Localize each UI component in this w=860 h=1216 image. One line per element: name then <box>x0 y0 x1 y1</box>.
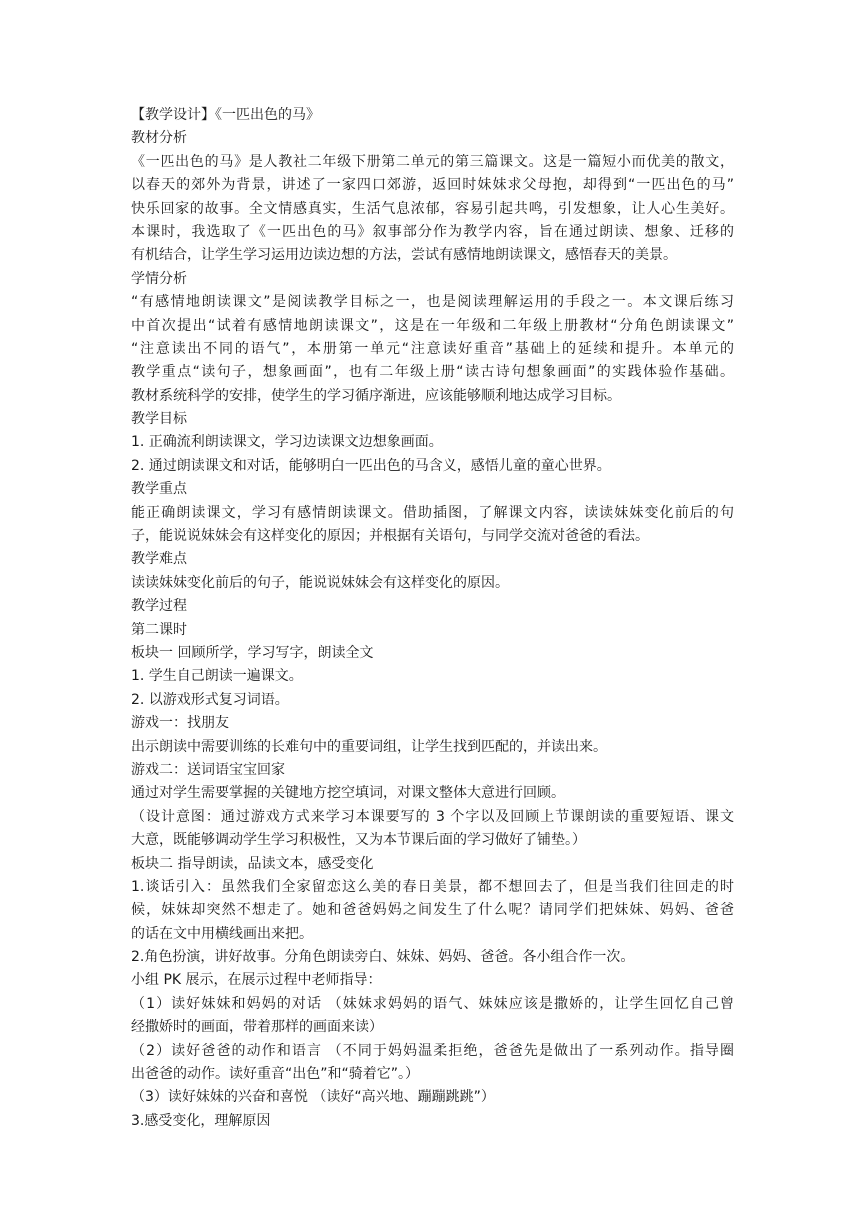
list-item: 1. 正确流利朗读课文，学习边读课文边想象画面。 <box>131 434 443 451</box>
paragraph-line: （1）读好妹妹和妈妈的对话 （妹妹求妈妈的语气、妹妹应该是撒娇的，让学生回忆自己曾 <box>131 995 734 1012</box>
section-heading: 教学重点 <box>131 481 187 498</box>
paragraph-line: 本课时，我选取了《一匹出色的马》叙事部分作为教学内容，旨在通过朗读、想象、迁移的 <box>131 223 734 240</box>
paragraph-line: 中首次提出“试着有感情地朗读课文”，这是在一年级和二年级上册教材“分角色朗读课文” <box>131 317 734 334</box>
paragraph-line: （2）读好爸爸的动作和语言 （不同于妈妈温柔拒绝，爸爸先是做出了一系列动作。指导圈 <box>131 1042 734 1059</box>
paragraph-line: 教材系统科学的安排，使学生的学习循序渐进，应该能够顺利地达成学习目标。 <box>131 387 621 404</box>
list-item: 2. 通过朗读课文和对话，能够明白一匹出色的马含义，感悟儿童的童心世界。 <box>131 457 611 474</box>
subsection-heading: 板块二 指导朗读，品读文本，感受变化 <box>131 855 374 872</box>
section-heading: 学情分析 <box>131 270 187 287</box>
doc-title: 【教学设计】《一匹出色的马》 <box>131 107 320 123</box>
paragraph-line: 有机结合，让学生学习运用边读边想的方法，尝试有感情地朗读课文，感悟春天的美景。 <box>131 247 677 264</box>
paragraph-line: 《一匹出色的马》是人教社二年级下册第二单元的第三篇课文。这是一篇短小而优美的散文， <box>131 153 734 170</box>
paragraph-line: 候，妹妹却突然不想走了。她和爸爸妈妈之间发生了什么呢？请同学们把妹妹、妈妈、爸爸 <box>131 902 734 919</box>
subsection-heading: 游戏一：找朋友 <box>131 715 229 732</box>
section-heading: 教学过程 <box>131 598 187 615</box>
paragraph-line: 快乐回家的故事。全文情感真实，生活气息浓郁，容易引起共鸣，引发想象，让人心生美好。 <box>131 200 734 217</box>
list-item: 2. 以游戏形式复习词语。 <box>131 691 289 708</box>
paragraph-line: 出爸爸的动作。读好重音“出色”和“骑着它”。） <box>131 1066 420 1083</box>
paragraph-line: 2.角色扮演，讲好故事。分角色朗读旁白、妹妹、妈妈、爸爸。各小组合作一次。 <box>131 949 635 966</box>
paragraph-line: 通过对学生需要掌握的关键地方挖空填词，对课文整体大意进行回顾。 <box>131 785 565 802</box>
paragraph-line: 出示朗读中需要训练的长难句中的重要词组，让学生找到匹配的，并读出来。 <box>131 738 607 755</box>
paragraph-line: 3.感受变化，理解原因 <box>131 1112 271 1129</box>
paragraph-line: 1.谈话引入：虽然我们全家留恋这么美的春日美景，都不想回去了，但是当我们往回走的时 <box>131 878 734 895</box>
paragraph-line: 小组 PK 展示，在展示过程中老师指导： <box>131 972 382 989</box>
section-heading: 教学目标 <box>131 411 187 428</box>
paragraph-line: “注意读出不同的语气”，本册第一单元“注意读好重音”基础上的延续和提升。本单元的 <box>131 340 734 357</box>
list-item: 1. 学生自己朗读一遍课文。 <box>131 668 303 685</box>
paragraph-line: 以春天的郊外为背景，讲述了一家四口郊游，返回时妹妹求父母抱，却得到“一匹出色的马” <box>131 177 734 194</box>
paragraph-line: 的话在文中用横线画出来把。 <box>131 925 313 942</box>
subsection-heading: 游戏二：送词语宝宝回家 <box>131 761 285 778</box>
subsection-heading: 板块一 回顾所学，学习写字，朗读全文 <box>131 644 374 661</box>
paragraph-line: 大意，既能够调动学生学习积极性，又为本节课后面的学习做好了铺垫。） <box>131 832 586 849</box>
section-heading: 教学难点 <box>131 551 187 568</box>
paragraph-line: 教学重点“读句子，想象画面”，也有二年级上册“读古诗句想象画面”的实践体验作基础。 <box>131 364 734 381</box>
paragraph-line: 子，能说说妹妹会有这样变化的原因；并根据有关语句，与同学交流对爸爸的看法。 <box>131 528 649 545</box>
paragraph-line: 读读妹妹变化前后的句子，能说说妹妹会有这样变化的原因。 <box>131 574 509 591</box>
section-heading: 教材分析 <box>131 130 187 147</box>
section-heading: 第二课时 <box>131 621 187 638</box>
paragraph-line: （3）读好妹妹的兴奋和喜悦 （读好“高兴地、蹦蹦跳跳”） <box>131 1089 495 1106</box>
paragraph-line: “有感情地朗读课文”是阅读教学目标之一，也是阅读理解运用的手段之一。本文课后练习 <box>131 294 734 311</box>
paragraph-line: （设计意图：通过游戏方式来学习本课要写的 3 个字以及回顾上节课朗读的重要短语、课文 <box>131 808 734 825</box>
paragraph-line: 经撒娇时的画面，带着那样的画面来读） <box>131 1019 383 1036</box>
paragraph-line: 能正确朗读课文，学习有感情朗读课文。借助插图，了解课文内容，读读妹妹变化前后的句 <box>131 504 734 521</box>
